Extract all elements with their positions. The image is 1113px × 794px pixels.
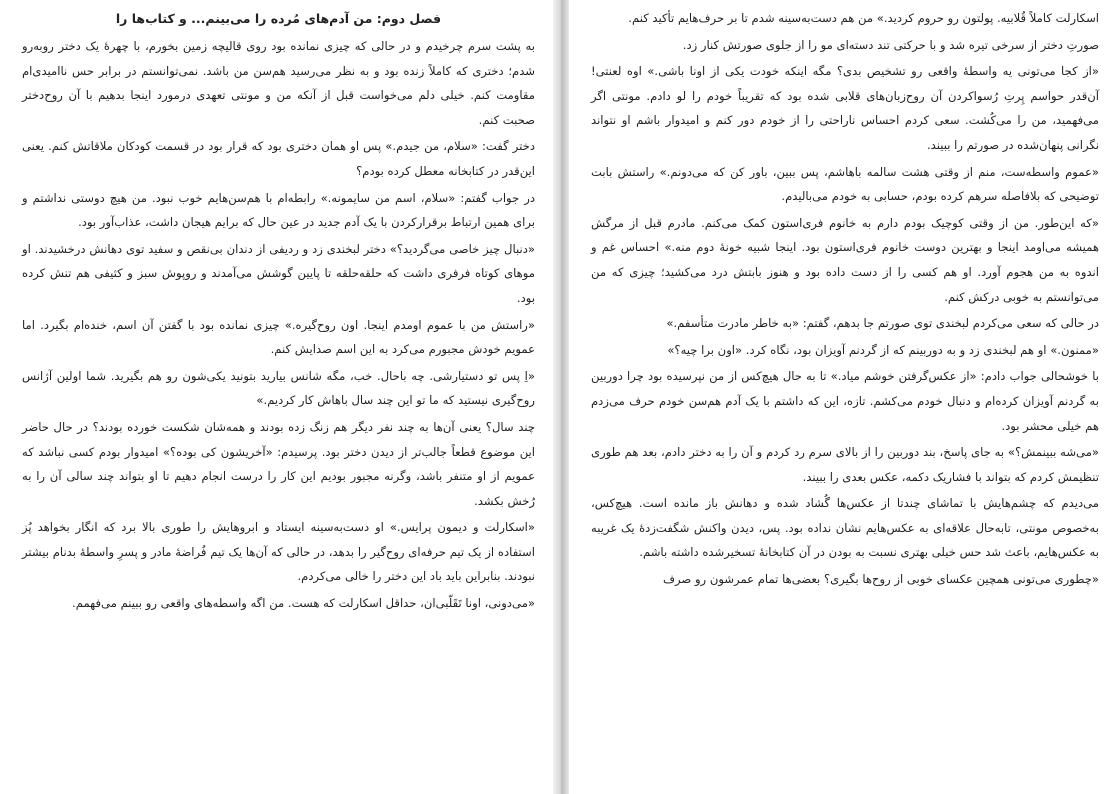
paragraph: «که این‌طور. من از وقتی کوچیک بودم دارم به خانوم فری‌استون کمک می‌کنم. مادرم قبل از مرگش همیشه می‌اومد اینجا و بهترین دوست خانوم فری‌استون بود. اینجا شبیه خونهٔ دوم منه.» احساس غم و اندوه به من هجوم آورد. او هم کسی را از دست داده بود و هنوز بابتش درد می‌کشید؛ چیزی که من می‌توانستم به خوبی درکش کنم. [591,215,1099,304]
paragraph: دختر گفت: «سلام، من جیدم.» پس او همان دختری بود که قرار بود در قسمت کودکان ملاقاتش کنم. یعنی این‌قدر در کتابخانه معطل کرده بودم؟ [22,139,535,178]
paragraph: «اسکارلت و دیمون پرایس.» او دست‌به‌سینه ایستاد و ابروهایش را طوری بالا برد که انگار بخواهد پُز استفاده از یک تیم حرفه‌ای روح‌گیر را بدهد، در حالی که آن‌ها یک تیم فُراضهٔ مادر و پسرِ واسطهٔ بدنام بیشتر نبودند. بنابراین باید باد این دختر را خالی می‌کردم. [22,520,535,584]
paragraph: «دنبال چیز خاصی می‌گردید؟» دختر لبخندی زد و ردیفی از دندان بی‌نقص و سفید توی دهانش درخشیدند. او موهای کوتاه فرفری داشت که حلقه‌حلقه تا پایین گوشش می‌آمدند و روپوش سبز و کثیفی هم تنش کرده بود. [22,241,535,305]
paragraph: اسکارلت کاملاً قُلابیه. پولتون رو حروم کردید.» من هم دست‌به‌سینه شدم تا بر حرف‌هایم تأکید کنم. [628,11,1099,25]
paragraph: چند سال؟ یعنی آن‌ها به چند نفر دیگر هم زنگ زده بودند و همه‌شان شکست خورده بودند؟ در حال حاضر این موضوع قطعاً جالب‌تر از دیدن دختر بود. پرسیدم: «آخریشون کی بوده؟» امیدوار بودم کسی نباشد که عمویم از او متنفر باشد، وگرنه مجبور بودیم این کار را درست انجام دهیم تا او بتواند چند سالی آن را به رُخش بکشد. [22,419,535,508]
left-page [0,0,553,794]
right-page [569,0,1113,794]
paragraph: صورتِ دختر از سرخی تیره شد و با حرکتی تند دسته‌ای مو را از جلوی صورتش کنار زد. [682,37,1099,52]
paragraph: در جواب گفتم: «سلام، اسم من سایمونه.» رابطه‌ام با هم‌سن‌هایم خوب نبود. من هیچ دوستی نداشتم و برای همین ارتباط برقرارکردن با یک آدم جدید در عین حال که برایم هیجان داشت، عذاب‌آور بود. [22,190,535,230]
book-gutter [553,0,569,794]
paragraph: «از کجا می‌تونی یه واسطهٔ واقعی رو تشخیص بدی؟ مگه اینکه خودت یکی از اونا باشی.» اوه لعنتی! آن‌قدر حواسم پِرتِ رُسواکردن آن روح‌زبان‌های قلابی شده بود که تقریباً خودم را لو دادم. مونتی اگر می‌فهمید، من را می‌کُشت. سعی کردم احساس ناراحتی را از خودم دور کنم و امیدوار باشم او نتواند نگرانی پنهان‌شده در صورتم را ببیند. [591,64,1099,152]
paragraph: می‌دیدم که چشم‌هایش با تماشای چندتا از عکس‌ها گُشاد شده و دهانش باز مانده است. هیچ‌کس، به‌خصوص مونتی، تابه‌حال علاقه‌ای به عکس‌هایم نشان نداده بود. پس، دیدن واکنش شگفت‌زدهٔ یک غریبه به عکس‌هایم، باعث شد حس خیلی بهتری نسبت به بودن در آن کتابخانهٔ تسخیرشده داشته باشم. [591,496,1099,560]
paragraph: «عموم واسطه‌ست، منم از وقتی هشت سالمه باهاشم، پس ببین، باور کن که می‌دونم.» راستش بابت توضیحی که بلافاصله سرهم کرده بودم، حسابی به خودم می‌بالیدم. [591,164,1099,204]
paragraph: به پشت سرم چرخیدم و در حالی که چیزی نمانده بود روی قالیچه زمین بخورم، با چهرهٔ یک دختر روبه‌رو شدم؛ دختری که کاملاً زنده بود و به نظر می‌رسید هم‌سن من باشد. نمی‌توانستم در برابر حس ناامیدی‌ام مقاومت کنم. خیلی دلم می‌خواست قبل از آنکه من و مونتی تعهدی درمورد اینجا بدهیم با آن روح‌دختر صحبت کنم. [22,39,535,127]
paragraph: «ممنون.» او هم لبخندی زد و به دوربینم که از گردنم آویزان بود، نگاه کرد. «اون برا چیه؟» [667,342,1099,357]
paragraph: با خوشحالی جواب دادم: «از عکس‌گرفتن خوشم میاد.» تا به حال هیچ‌کس از من نپرسیده بود چرا دوربین به گردنم آویزان کرده‌ام و دنبال خودم می‌کشم. تازه، این که داشتم با یک آدم هم‌سن خودم حرف می‌زدم هم خیلی محشر بود. [591,369,1099,433]
chapter-title: فصل دوم: من آدم‌های مُرده را می‌بینم... و کتاب‌ها را [115,11,442,26]
paragraph: در حالی که سعی می‌کردم لبخندی توی صورتم جا بدهم، گفتم: «به خاطر مادرت متأسفم.» [666,316,1099,331]
paragraph: «راستش من با عموم اومدم اینجا. اون روح‌گیره.» چیزی نمانده بود با گفتن آن اسم، خنده‌ام بگیرد. اما عمویم خودش مجبورم می‌کرد به این اسم صدایش کنم. [22,317,535,357]
paragraph: «چطوری می‌تونی همچین عکسای خوبی از روح‌ها بگیری؟ بعضی‌ها تمام عمرشون رو صرف [663,572,1099,587]
paragraph: «می‌دونی، اونا تَقَلّبی‌ان، حداقل اسکارلت که هست. من اگه واسطه‌های واقعی رو ببینم می‌فهمم. [72,596,535,611]
paragraph: «اِ پس تو دستیارشی. چه باحال. خب، مگه شانس بیارید بتونید یکی‌شون رو هم بگیرید. شما اولین آژانس روح‌گیری نیستید که ما تو این چند سال باهاش کار کردیم.» [22,368,535,408]
paragraph: «می‌شه ببینمش؟» به جای پاسخ، بند دوربین را از بالای سرم رد کردم و آن را به دختر دادم، بعد هم طوری تنظیمش کردم که بتواند با فشاریک دکمه، عکس بعدی را ببیند. [591,445,1099,484]
